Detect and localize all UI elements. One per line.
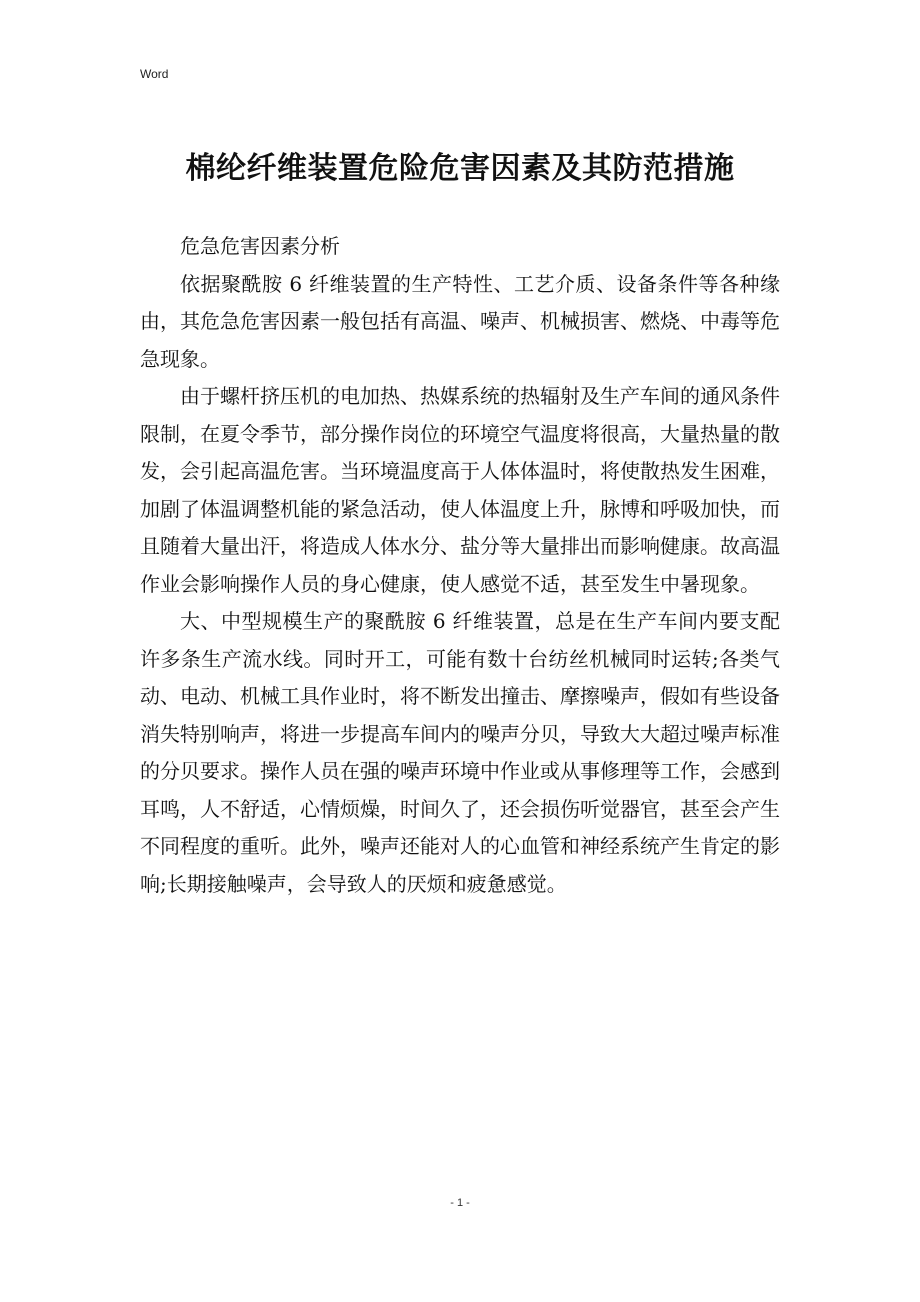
header-label: Word [140, 67, 169, 81]
document-title: 棉纶纤维装置危险危害因素及其防范措施 [185, 151, 735, 186]
paragraph-section-heading: 危急危害因素分析 [180, 234, 340, 258]
paragraph-high-temperature: 由于螺杆挤压机的电加热、热媒系统的热辐射及生产车间的通风条件限制，在夏令季节，部分操作岗位的环境空气温度将很高，大量热量的散发，会引起高温危害。当环境温度高于人体体温时，将使散热发生困难，加剧了体温调整机能的紧急活动，使人体温度上升，脉博和呼吸加快，而且随着大量出汗，将造成人体水分、盐分等大量排出而影响健康。故高温作业会影响操作人员的身心健康，使人感觉不适，甚至发生中暑现象。 [140, 384, 780, 596]
paragraph-overview: 依据聚酰胺 6 纤维装置的生产特性、工艺介质、设备条件等各种缘由，其危急危害因素一般包括有高温、噪声、机械损害、燃烧、中毒等危急现象。 [140, 271, 780, 371]
page-number: - 1 - [450, 1197, 470, 1209]
paragraph-noise: 大、中型规模生产的聚酰胺 6 纤维装置，总是在生产车间内要支配许多条生产流水线。同时开工，可能有数十台纺丝机械同时运转;各类气动、电动、机械工具作业时，将不断发出撞击、摩擦噪声，假如有些设备消失特别响声，将进一步提高车间内的噪声分贝，导致大大超过噪声标准的分贝要求。操作人员在强的噪声环境中作业或从事修理等工作，会感到耳鸣，人不舒适，心情烦燥，时间久了，还会损伤听觉器官，甚至会产生不同程度的重听。此外，噪声还能对人的心血管和神经系统产生肯定的影响;长期接触噪声，会导致人的厌烦和疲惫感觉。 [140, 609, 780, 896]
document-body [140, 228, 780, 903]
